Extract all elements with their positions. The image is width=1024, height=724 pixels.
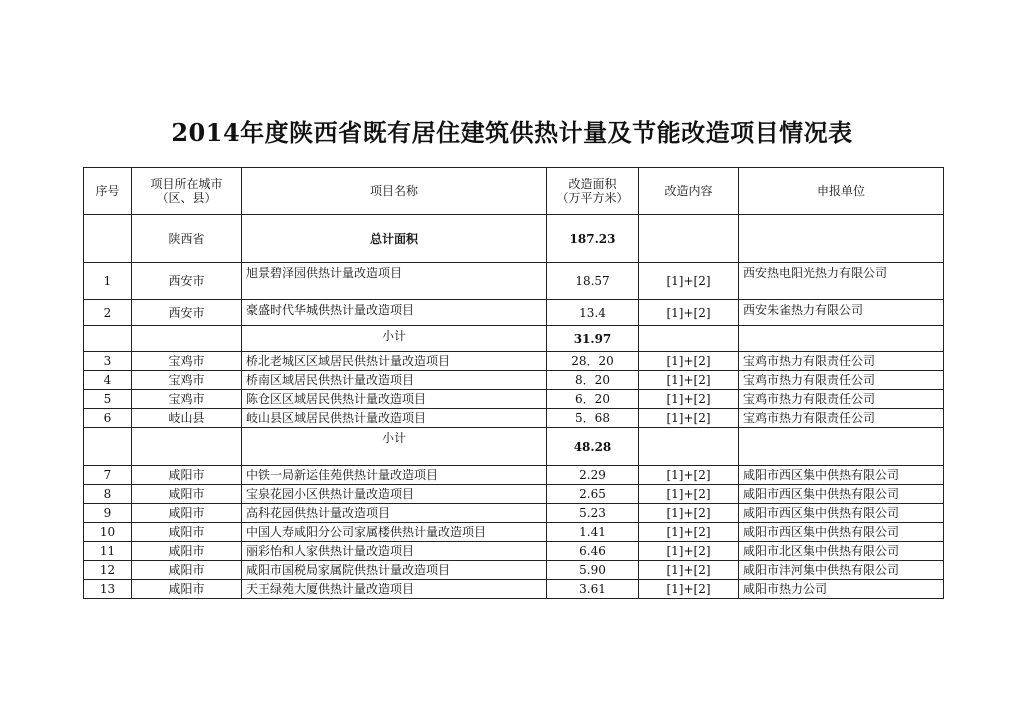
row-area: 5．68 (547, 409, 639, 428)
total-unit (739, 215, 944, 263)
total-area: 187.23 (547, 215, 639, 263)
row-content: [1]+[2] (639, 352, 739, 371)
header-area-line1: 改造面积 (568, 177, 617, 191)
table-row (84, 504, 944, 523)
row-content: [1]+[2] (639, 390, 739, 409)
total-city: 陕西省 (132, 215, 242, 263)
subtotal-seq (84, 428, 132, 466)
row-area: 6．20 (547, 390, 639, 409)
row-content: [1]+[2] (639, 371, 739, 390)
row-unit: 西安热电阳光热力有限公司 (739, 263, 944, 300)
row-seq: 4 (84, 371, 132, 390)
row-content: [1]+[2] (639, 504, 739, 523)
row-seq: 6 (84, 409, 132, 428)
row-name: 旭景碧泽园供热计量改造项目 (242, 263, 547, 300)
row-city: 咸阳市 (132, 485, 242, 504)
row-unit: 咸阳市热力公司 (739, 580, 944, 599)
row-name: 宝泉花园小区供热计量改造项目 (242, 485, 547, 504)
row-city: 岐山县 (132, 409, 242, 428)
row-unit: 宝鸡市热力有限责任公司 (739, 390, 944, 409)
subtotal-seq (84, 326, 132, 352)
row-content: [1]+[2] (639, 263, 739, 300)
row-area: 3.61 (547, 580, 639, 599)
row-seq: 5 (84, 390, 132, 409)
row-name: 丽彩怡和人家供热计量改造项目 (242, 542, 547, 561)
table-row (84, 371, 944, 390)
row-city: 咸阳市 (132, 504, 242, 523)
row-area: 18.57 (547, 263, 639, 300)
row-name: 桥南区域居民供热计量改造项目 (242, 371, 547, 390)
table-header (84, 168, 944, 215)
row-seq: 7 (84, 466, 132, 485)
row-unit: 咸阳市沣河集中供热有限公司 (739, 561, 944, 580)
header-seq: 序号 (84, 168, 132, 215)
row-city: 西安市 (132, 263, 242, 300)
row-seq: 8 (84, 485, 132, 504)
row-seq: 3 (84, 352, 132, 371)
row-area: 5.23 (547, 504, 639, 523)
row-city: 咸阳市 (132, 523, 242, 542)
table-row (84, 580, 944, 599)
row-name: 咸阳市国税局家属院供热计量改造项目 (242, 561, 547, 580)
row-unit: 咸阳市北区集中供热有限公司 (739, 542, 944, 561)
row-content: [1]+[2] (639, 409, 739, 428)
header-content: 改造内容 (639, 168, 739, 215)
row-city: 宝鸡市 (132, 352, 242, 371)
header-name: 项目名称 (242, 168, 547, 215)
header-unit: 申报单位 (739, 168, 944, 215)
row-city: 宝鸡市 (132, 390, 242, 409)
row-seq: 10 (84, 523, 132, 542)
row-area: 8．20 (547, 371, 639, 390)
row-city: 咸阳市 (132, 542, 242, 561)
row-name: 中国人寿咸阳分公司家属楼供热计量改造项目 (242, 523, 547, 542)
row-name: 高科花园供热计量改造项目 (242, 504, 547, 523)
row-name: 陈仓区区域居民供热计量改造项目 (242, 390, 547, 409)
row-area: 1.41 (547, 523, 639, 542)
row-unit: 宝鸡市热力有限责任公司 (739, 409, 944, 428)
row-unit: 西安朱雀热力有限公司 (739, 300, 944, 326)
table-row (84, 300, 944, 326)
row-seq: 2 (84, 300, 132, 326)
table-row (84, 466, 944, 485)
project-table (83, 167, 944, 599)
row-name: 中铁一局新运佳苑供热计量改造项目 (242, 466, 547, 485)
table-row (84, 561, 944, 580)
row-area: 2.29 (547, 466, 639, 485)
row-city: 宝鸡市 (132, 371, 242, 390)
row-content: [1]+[2] (639, 523, 739, 542)
subtotal-unit (739, 326, 944, 352)
subtotal-area: 31.97 (547, 326, 639, 352)
subtotal-content (639, 428, 739, 466)
table-row (84, 523, 944, 542)
table-row (84, 352, 944, 371)
row-content: [1]+[2] (639, 466, 739, 485)
row-seq: 12 (84, 561, 132, 580)
row-seq: 13 (84, 580, 132, 599)
subtotal-row (84, 326, 944, 352)
row-city: 咸阳市 (132, 561, 242, 580)
header-city-line1: 项目所在城市 (150, 177, 223, 191)
row-content: [1]+[2] (639, 580, 739, 599)
row-unit: 宝鸡市热力有限责任公司 (739, 352, 944, 371)
subtotal-label: 小计 (242, 428, 547, 466)
total-seq (84, 215, 132, 263)
header-city-line2: （区、县） (156, 191, 217, 205)
table-row (84, 390, 944, 409)
row-city: 咸阳市 (132, 580, 242, 599)
row-name: 豪盛时代华城供热计量改造项目 (242, 300, 547, 326)
row-seq: 1 (84, 263, 132, 300)
subtotal-row (84, 428, 944, 466)
row-city: 西安市 (132, 300, 242, 326)
subtotal-unit (739, 428, 944, 466)
table-row (84, 542, 944, 561)
row-unit: 咸阳市西区集中供热有限公司 (739, 504, 944, 523)
row-area: 6.46 (547, 542, 639, 561)
subtotal-city (132, 326, 242, 352)
row-seq: 11 (84, 542, 132, 561)
row-content: [1]+[2] (639, 561, 739, 580)
table-row (84, 263, 944, 300)
row-area: 13.4 (547, 300, 639, 326)
total-content (639, 215, 739, 263)
total-row (84, 215, 944, 263)
row-area: 5.90 (547, 561, 639, 580)
row-content: [1]+[2] (639, 485, 739, 504)
subtotal-label: 小计 (242, 326, 547, 352)
subtotal-content (639, 326, 739, 352)
row-unit: 咸阳市西区集中供热有限公司 (739, 466, 944, 485)
row-name: 岐山县区域居民供热计量改造项目 (242, 409, 547, 428)
table-row (84, 485, 944, 504)
page-title: 2014年度陕西省既有居住建筑供热计量及节能改造项目情况表 (171, 118, 853, 147)
row-city: 咸阳市 (132, 466, 242, 485)
header-area (547, 168, 639, 215)
total-label: 总计面积 (242, 215, 547, 263)
row-unit: 宝鸡市热力有限责任公司 (739, 371, 944, 390)
row-name: 桥北老城区区域居民供热计量改造项目 (242, 352, 547, 371)
row-unit: 咸阳市西区集中供热有限公司 (739, 523, 944, 542)
subtotal-city (132, 428, 242, 466)
row-content: [1]+[2] (639, 542, 739, 561)
row-area: 28．20 (547, 352, 639, 371)
header-area-line2: （万平方米） (556, 191, 629, 205)
row-unit: 咸阳市西区集中供热有限公司 (739, 485, 944, 504)
row-content: [1]+[2] (639, 300, 739, 326)
row-name: 天王绿苑大厦供热计量改造项目 (242, 580, 547, 599)
header-city (132, 168, 242, 215)
subtotal-area: 48.28 (547, 428, 639, 466)
row-area: 2.65 (547, 485, 639, 504)
table-row (84, 409, 944, 428)
row-seq: 9 (84, 504, 132, 523)
